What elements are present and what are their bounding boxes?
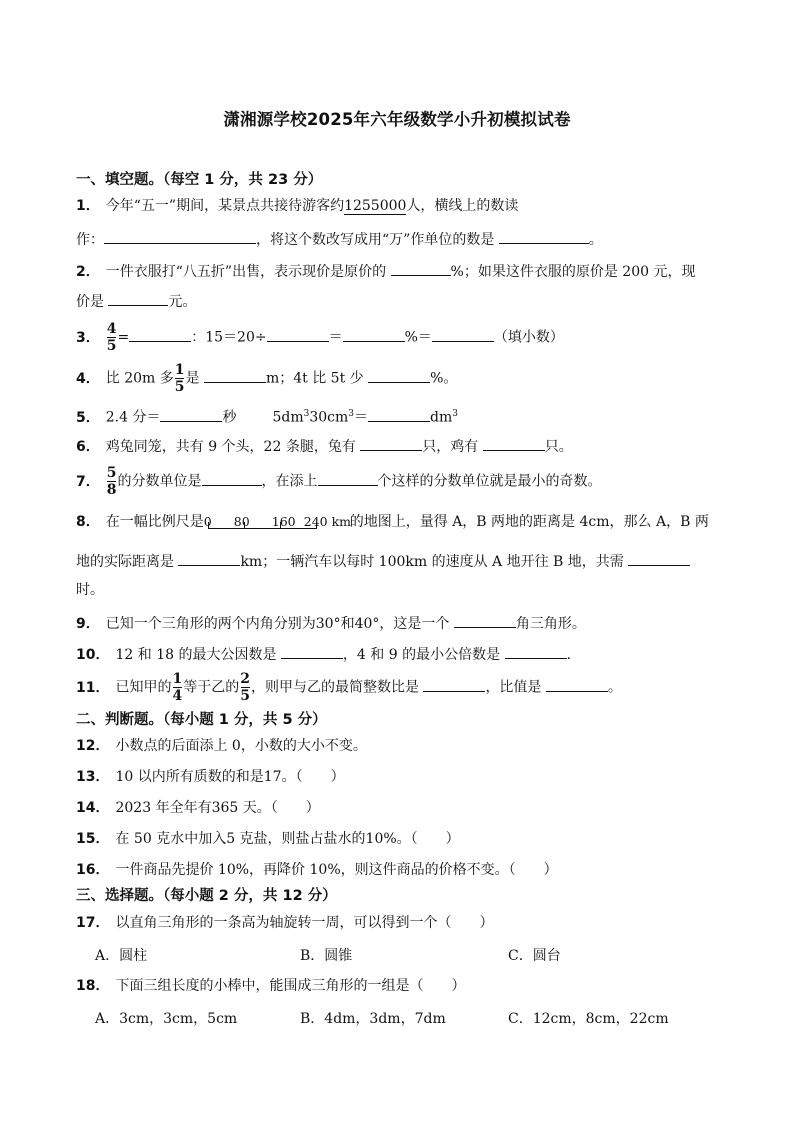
question-15 (76, 829, 460, 849)
question-text: 等于乙的 (183, 679, 240, 696)
option-b[interactable]: B．圆锥 (300, 948, 353, 964)
question-text: 一件衣服打“八五折”出售，表示现价是原价的 (105, 264, 387, 280)
question-text: 2023 年全年有365 天。（ ） (115, 800, 320, 816)
question-text: ，在添上 (261, 473, 318, 490)
answer-blank[interactable] (202, 470, 262, 486)
question-text: 。 (607, 679, 622, 696)
answer-blank[interactable] (104, 228, 256, 244)
question-text: %＝ (404, 329, 432, 346)
superscript: 3 (303, 409, 310, 419)
scale-label: 160 (271, 514, 296, 529)
question-number: 3． (76, 329, 100, 346)
question-6 (76, 435, 573, 457)
question-text: 价是 (76, 294, 104, 310)
section-heading-fill-in: 一、填空题。（每空 1 分，共 23 分） (76, 172, 323, 188)
fraction: $\frac{1}{4}$ (172, 671, 183, 704)
question-1-line2 (76, 228, 603, 250)
section-heading-multiple-choice: 三、选择题。（每小题 2 分，共 12 分） (76, 888, 337, 904)
option-b[interactable]: B．4dm，3dm，7dm (300, 1011, 446, 1027)
question-text: 鸡兔同笼，共有 9 个头，22 条腿，兔有 (105, 439, 356, 455)
question-number: 1． (76, 198, 100, 214)
superscript: 3 (452, 409, 459, 419)
question-8-line2 (76, 550, 690, 572)
superscript: 3 (348, 409, 355, 419)
fraction: $\frac{4}{5}$ (106, 321, 117, 354)
question-8-line1 (76, 512, 709, 532)
answer-blank[interactable] (483, 435, 545, 451)
question-1-line1 (76, 196, 518, 216)
question-text: 10 以内所有质数的和是17。（ ） (115, 769, 345, 785)
question-text: 已知一个三角形的两个内角分别为30°和40°，这是一个 (105, 616, 450, 632)
question-text: = (117, 329, 130, 346)
question-2-line2 (76, 290, 196, 312)
scale-tick (208, 522, 209, 529)
question-number: 14． (76, 800, 110, 816)
option-a[interactable]: A．3cm，3cm，5cm (95, 1011, 238, 1027)
question-text: %；如果这件衣服的原价是 200 元，现 (450, 264, 696, 280)
question-text: 2.4 分＝ (105, 409, 161, 426)
question-text: 只。 (544, 439, 573, 455)
question-text: 5dm (272, 409, 304, 426)
answer-blank[interactable] (368, 406, 430, 422)
question-8-line3 (76, 580, 104, 600)
question-number: 7． (76, 473, 100, 490)
question-text: （填小数） (493, 329, 564, 346)
question-text: ，则甲与乙的最简整数比是 (250, 679, 419, 696)
scale-bar (204, 512, 350, 532)
answer-blank[interactable] (108, 290, 168, 306)
question-text: 今年“五一”期间，某景点共接待游客约 (105, 198, 345, 214)
answer-blank[interactable] (204, 367, 266, 383)
question-text: ＝ (328, 329, 343, 346)
question-number: 8． (76, 514, 100, 530)
question-number: 4． (76, 370, 100, 387)
question-number: 5． (76, 409, 100, 426)
question-3 (76, 322, 564, 353)
scale-tick (316, 522, 317, 529)
question-number: 13． (76, 769, 110, 785)
scale-label: 0 (203, 514, 212, 529)
question-text: 地的实际距离是 (76, 554, 174, 570)
question-text: ，4 和 9 的最小公倍数是 (342, 647, 501, 663)
question-text: 已知甲的 (115, 679, 172, 696)
answer-blank[interactable] (454, 612, 516, 628)
question-text: 以直角三角形的一条高为轴旋转一周，可以得到一个（ ） (115, 915, 494, 931)
question-text: 一件商品先提价 10%，再降价 10%，则这件商品的价格不变。（ ） (115, 862, 558, 878)
question-text: 作： (76, 232, 104, 248)
answer-blank[interactable] (391, 260, 451, 276)
answer-blank[interactable] (267, 326, 329, 342)
question-text: 是 (185, 370, 200, 387)
scale-axis (208, 528, 316, 529)
scale-tick (244, 522, 245, 529)
question-text: 。 (588, 232, 603, 248)
question-number: 17． (76, 915, 110, 931)
answer-blank[interactable] (423, 676, 485, 692)
answer-blank[interactable] (499, 228, 589, 244)
question-text: %。 (430, 370, 458, 387)
question-text: 人，横线上的数读 (406, 198, 519, 214)
question-text: ，比值是 (485, 679, 542, 696)
question-10 (76, 643, 571, 665)
answer-blank[interactable] (318, 470, 378, 486)
question-number: 16． (76, 862, 110, 878)
scale-label: 80 (233, 514, 250, 529)
question-number: 9． (76, 616, 100, 632)
question-text: 的分数单位是 (117, 473, 202, 490)
question-text: . (566, 647, 571, 663)
question-number: 2． (76, 264, 100, 280)
question-text: 12 和 18 的最大公因数是 (115, 647, 277, 663)
answer-blank[interactable] (178, 550, 240, 566)
question-14 (76, 798, 320, 818)
fraction: $\frac{5}{8}$ (106, 465, 117, 498)
question-text: dm (430, 409, 453, 426)
question-4 (76, 363, 457, 394)
question-12 (76, 736, 367, 756)
question-5 (76, 404, 458, 428)
question-16 (76, 860, 558, 880)
question-text: ：15＝20÷ (191, 329, 267, 346)
question-text: 元。 (168, 294, 197, 310)
question-11 (76, 672, 622, 703)
answer-blank[interactable] (368, 367, 430, 383)
option-c[interactable]: C．12cm，8cm，22cm (508, 1011, 669, 1027)
question-text: m；4t 比 5t 少 (265, 370, 364, 387)
section-heading-true-false: 二、判断题。（每小题 1 分，共 5 分） (76, 712, 327, 728)
underlined-number: 1255000 (344, 198, 407, 214)
scale-label: 240 km (303, 514, 352, 529)
question-text: 秒 (222, 409, 237, 426)
answer-blank[interactable] (160, 406, 222, 422)
question-13 (76, 767, 345, 787)
question-number: 10． (76, 647, 110, 663)
question-text: ＝ (354, 409, 369, 426)
question-17 (76, 913, 493, 933)
question-18 (76, 976, 465, 996)
question-number: 12． (76, 738, 110, 754)
question-text: 角三角形。 (515, 616, 586, 632)
question-9 (76, 612, 586, 634)
question-text: 只，鸡有 (422, 439, 479, 455)
answer-blank[interactable] (129, 326, 191, 342)
fraction: $\frac{1}{5}$ (174, 362, 185, 395)
question-7 (76, 466, 602, 497)
question-number: 6． (76, 439, 100, 455)
question-2-line1 (76, 260, 695, 282)
answer-blank[interactable] (628, 550, 690, 566)
answer-blank[interactable] (505, 643, 567, 659)
answer-blank[interactable] (432, 326, 494, 342)
page-title: 潇湘源学校2025年六年级数学小升初模拟试卷 (223, 110, 571, 129)
question-text: 小数点的后面添上 0，小数的大小不变。 (115, 738, 367, 754)
question-text: 在一幅比例尺是 (105, 514, 204, 530)
question-text: ，将这个数改写成用“万”作单位的数是 (256, 232, 495, 248)
question-text: 个这样的分数单位就是最小的奇数。 (377, 473, 602, 490)
answer-blank[interactable] (546, 676, 608, 692)
question-number: 11． (76, 679, 110, 696)
answer-blank[interactable] (343, 326, 405, 342)
question-number: 15． (76, 831, 110, 847)
question-text: 时。 (76, 582, 104, 598)
scale-tick (280, 522, 281, 529)
question-text: 下面三组长度的小棒中，能围成三角形的一组是（ ） (115, 978, 466, 994)
answer-blank[interactable] (360, 435, 422, 451)
question-number: 18． (76, 978, 110, 994)
fraction: $\frac{2}{5}$ (240, 671, 250, 704)
question-text: 30cm (309, 409, 349, 426)
answer-blank[interactable] (281, 643, 343, 659)
option-c[interactable]: C．圆台 (508, 948, 561, 964)
question-text: 比 20m 多 (105, 370, 174, 387)
question-text: 的地图上，量得 A，B 两地的距离是 4cm，那么 A，B 两 (349, 514, 709, 530)
option-a[interactable]: A．圆柱 (95, 948, 148, 964)
question-text: km；一辆汽车以每时 100km 的速度从 A 地开往 B 地，共需 (240, 554, 624, 570)
question-text: 在 50 克水中加入5 克盐，则盐占盐水的10%。（ ） (115, 831, 460, 847)
